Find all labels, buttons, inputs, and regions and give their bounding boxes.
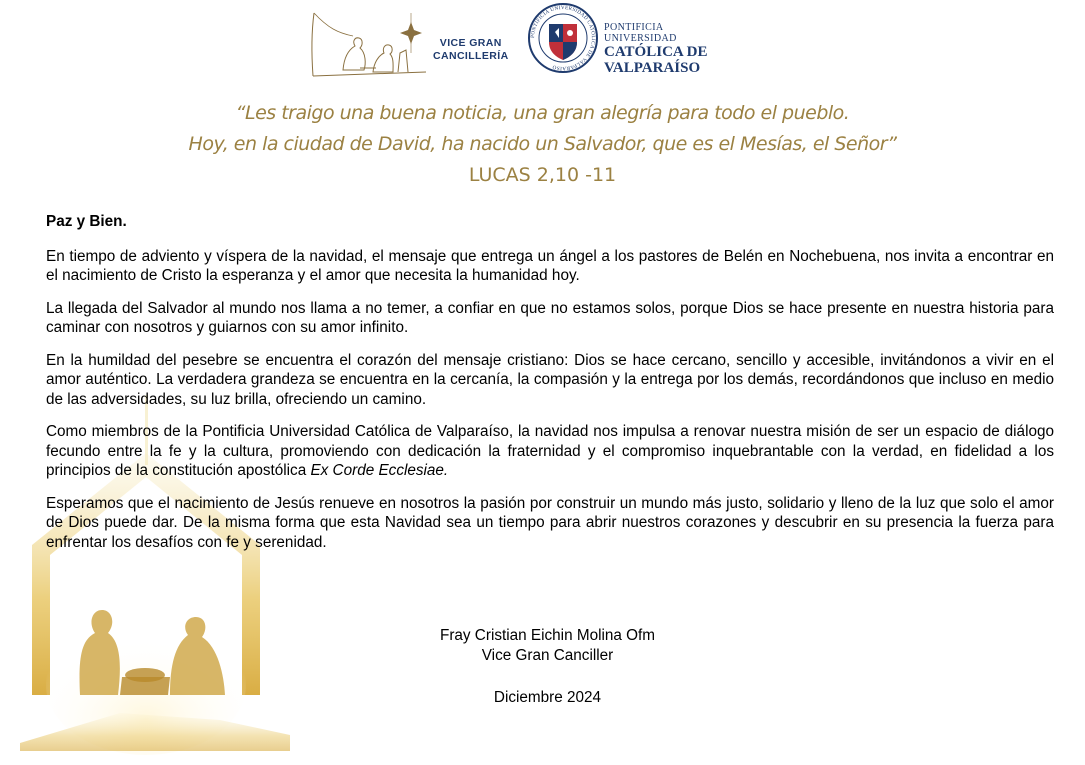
bible-quote [0,98,1085,160]
signer-title: Vice Gran Canciller [481,647,614,664]
paragraph-3: En la humildad del pesebre se encuentra el corazón del mensaje cristiano: Dios se hace cercano, sencillo y accesible, invitándonos a vivir en el amor auténtico. La verdadera grandeza se encuentra en la cercanía, la compasión y la entrega por los demás, recordándonos que incluso en medio de las adversidades, su luz brilla, ofreciendo un camino. [46,351,1054,408]
pucv-line-1: PONTIFICIA [604,22,664,33]
paragraph-5: Esperamos que el nacimiento de Jesús renueve en nosotros la pasión por construir un mundo más justo, solidario y lleno de la luz que solo el amor de Dios puede dar. De la misma forma que esta Navidad sea un tiempo para abrir nuestros corazones y descubrir en su presencia la fuerza para enfrentar los desafíos con fe y serenidad. [46,494,1054,551]
vgc-line-2: CANCILLERÍA [433,50,509,62]
pucv-line-2: UNIVERSIDAD [604,33,677,44]
vgc-line-1: VICE GRAN [439,37,502,49]
svg-text:PONTIFICIA UNIVERSIDAD CATÓLIC: PONTIFICIA UNIVERSIDAD CATÓLICA DE VALPARAÍSO [529,4,597,72]
letter-date: Diciembre 2024 [493,689,602,706]
signature-block [0,626,1085,666]
letter-body [46,212,1054,565]
quote-line-1: “Les traigo una buena noticia, una gran alegría para todo el pueblo. [235,102,850,124]
university-seal-icon [527,2,599,74]
paragraph-2: La llegada del Salvador al mundo nos llama a no temer, a confiar en que no estamos solos, porque Dios se hace presente en nuestra historia para caminar con nosotros y guiarnos con su amor infinito. [46,299,1054,336]
paragraph-4-text: Como miembros de la Pontificia Universidad Católica de Valparaíso, la navidad nos impulsa a renovar nuestra misión de ser un espacio de diálogo fecundo entre la fe y la cultura, promoviendo con dedicación la fraternidad y el compromiso inquebrantable con la verdad, en fidelidad a los principios de la constitución apostólica [46,423,1054,479]
university-name [604,22,708,76]
pucv-line-4: VALPARAÍSO [604,60,701,76]
quote-line-2: Hoy, en la ciudad de David, ha nacido un Salvador, que es el Mesías, el Señor” [188,133,897,155]
letterhead [0,0,1085,92]
paragraph-4 [46,422,1054,481]
ex-corde-ecclesiae: Ex Corde Ecclesiae. [310,462,449,479]
signer-name: Fray Cristian Eichin Molina Ofm [439,627,656,644]
paragraph-1: En tiempo de adviento y víspera de la navidad, el mensaje que entrega un ángel a los pastores de Belén en Nochebuena, nos invita a encontrar en el nacimiento de Cristo la esperanza y el amor que necesita la humanidad hoy. [46,247,1054,284]
pucv-line-3: CATÓLICA DE [604,44,708,60]
greeting: Paz y Bien. [46,213,127,230]
quote-reference: LUCAS 2,10 -11 [468,164,617,186]
nativity-line-logo-icon [308,8,438,78]
vice-gran-cancilleria-label [433,37,509,63]
